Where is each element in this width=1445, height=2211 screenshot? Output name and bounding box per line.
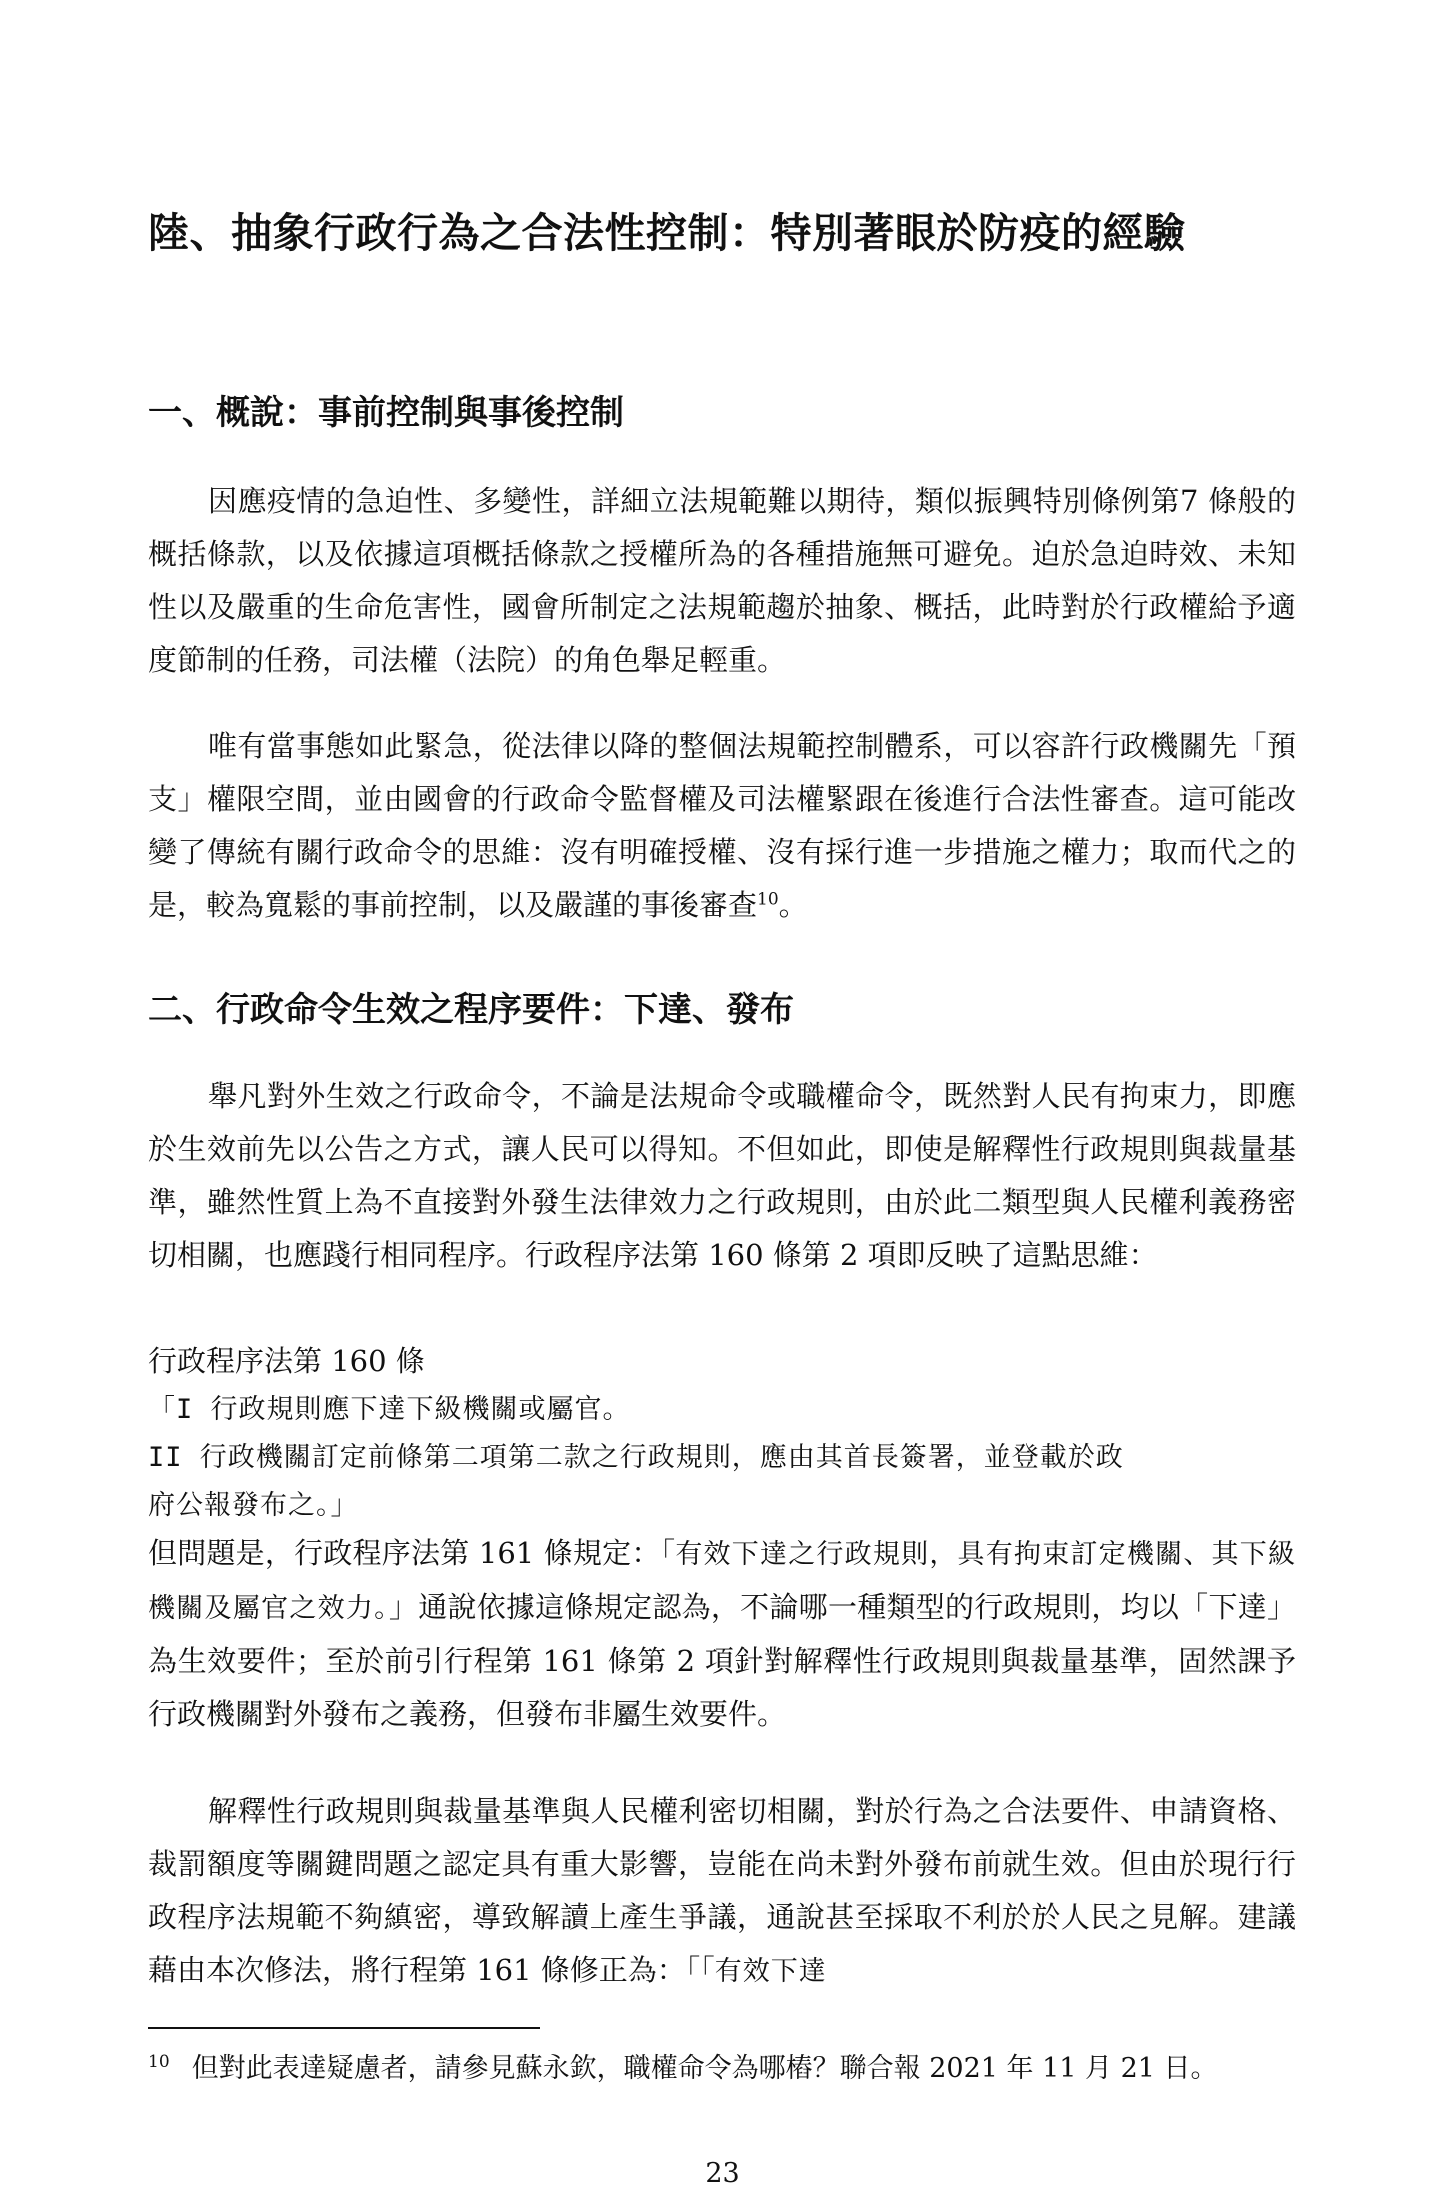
- quote-line-3: 府公報發布之。」: [148, 1490, 359, 1521]
- paragraph-text-rest: 」通說依據這條規定認為，不論哪一種類型的行政規則，均以「下達」為生效要件；至於前引行程第 161 條第 2 項針對解釋性行政規則與裁量基準，固然課予行政機關對外發布之義務，但發布非屬生效要件。: [148, 1590, 1296, 1731]
- section2-paragraph-3: [148, 1785, 1296, 1998]
- footnote-mark: 10: [148, 2052, 170, 2072]
- quote-line-2: II 行政機關訂定前條第二項第二款之行政規則，應由其首長簽署，並登載於政: [148, 1442, 1124, 1473]
- footnote-reference[interactable]: 10: [757, 889, 779, 910]
- paragraph-text: 唯有當事態如此緊急，從法律以降的整個法規範控制體系，可以容許行政機關先「預支」權限空間，並由國會的行政命令監督權及司法權緊跟在後進行合法性審查。這可能改變了傳統有關行政命令的思維：沒有明確授權、沒有採行進一步措施之權力；取而代之的是，較為寬鬆的事前控制，以及嚴謹的事後審查: [148, 729, 1296, 922]
- section1-paragraph-1: 因應疫情的急迫性、多變性，詳細立法規範難以期待，類似振興特別條例第7 條般的概括條款，以及依據這項概括條款之授權所為的各種措施無可避免。迫於急迫時效、未知性以及嚴重的生命危害性，國會所制定之法規範趨於抽象、概括，此時對於行政權給予適度節制的任務，司法權（法院）的角色舉足輕重。: [148, 484, 1296, 677]
- law-title: 行政程序法第 160 條: [148, 1344, 425, 1378]
- quoted-law-text: 有效下達之行政規則，具有拘束訂定機關、其下級機關及屬官之效力。: [148, 1539, 1296, 1624]
- quote-line-1: 「I 行政規則應下達下級機關或屬官。: [148, 1394, 631, 1425]
- quoted-text: 有效下達: [714, 1956, 827, 1987]
- section2-paragraph-2: [148, 1527, 1296, 1741]
- paragraph-end: 。: [778, 888, 808, 922]
- footnote-text: 但對此表達疑慮者，請參見蘇永欽，職權命令為哪樁？聯合報 2021 年 11 月 21 日。: [191, 2053, 1218, 2084]
- section-heading-2: 二、行政命令生效之程序要件：下達、發布: [148, 990, 794, 1030]
- paragraph-text: 但問題是，行政程序法第 161 條規定：「: [148, 1536, 676, 1570]
- footnote: [148, 2042, 1296, 2089]
- page-title: 陸、抽象行政行為之合法性控制：特別著眼於防疫的經驗: [148, 209, 1186, 257]
- section1-paragraph-2: [148, 720, 1296, 932]
- section2-paragraph-1: 舉凡對外生效之行政命令，不論是法規命令或職權命令，既然對人民有拘束力，即應於生效前先以公告之方式，讓人民可以得知。不但如此，即使是解釋性行政規則與裁量基準，雖然性質上為不直接對外發生法律效力之行政規則，由於此二類型與人民權利義務密切相關，也應踐行相同程序。行政程序法第 160 條第 2 項即反映了這點思維：: [148, 1079, 1296, 1272]
- section-heading-1: 一、概說：事前控制與事後控制: [148, 393, 624, 433]
- page-number: 23: [705, 2158, 740, 2189]
- footnote-divider: [148, 2027, 540, 2029]
- paragraph-text: 解釋性行政規則與裁量基準與人民權利密切相關，對於行為之合法要件、申請資格、裁罰額度等關鍵問題之認定具有重大影響，豈能在尚未對外發布前就生效。但由於現行行政程序法規範不夠縝密，導致解讀上產生爭議，通說甚至採取不利於於人民之見解。建議藉由本次修法，將行程第 161 條修正為：「「: [148, 1794, 1296, 1987]
